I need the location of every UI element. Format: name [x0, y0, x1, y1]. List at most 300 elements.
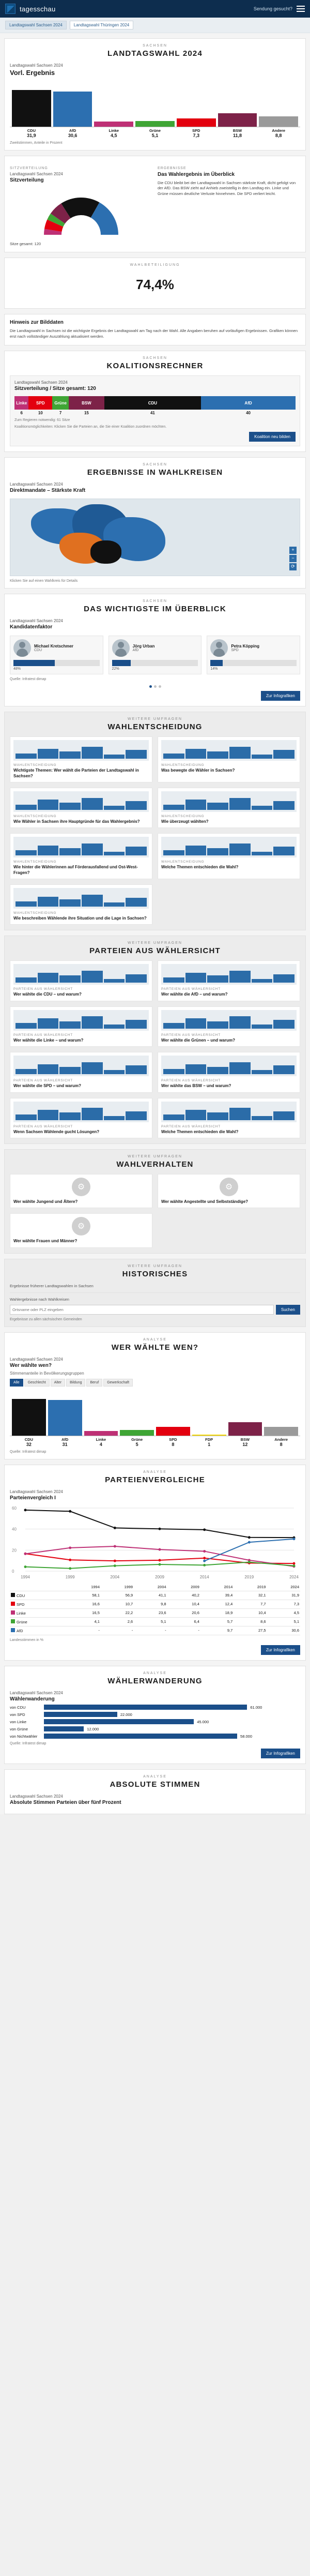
section-hinweis — [4, 314, 306, 345]
card-kicker: WAHLENTSCHEIDUNG — [161, 860, 205, 864]
card-title[interactable]: Wie Wähler in Sachsen ihre Hauptgründe für das Wahlergebnis? — [13, 819, 140, 824]
table-cell: 58,1 — [68, 1591, 101, 1600]
table-cell: 39,4 — [200, 1591, 234, 1600]
card-thumb — [161, 740, 297, 761]
wanderung-label: von SPD — [10, 1712, 25, 1717]
map-region-dresden[interactable] — [90, 540, 121, 564]
gemeinde-search-button[interactable]: Suchen — [276, 1305, 300, 1315]
article-card[interactable] — [158, 1174, 300, 1208]
ueberblick-source: Quelle: Infratest dimap — [10, 677, 47, 682]
wanderung-chart-head: Landtagswahl Sachsen 2024 — [10, 1690, 63, 1695]
wanderung-chart-title: Wählerwanderung — [10, 1696, 55, 1702]
table-cell: 5,1 — [267, 1617, 300, 1626]
section-historisches — [4, 1259, 306, 1327]
card-kicker: PARTEIEN AUS WÄHLERSICHT — [161, 1033, 221, 1037]
wanderung-value: 12.000 — [87, 1726, 99, 1731]
wanderung-label: von Nichtwähler — [10, 1734, 38, 1739]
werwaehlte-kicker: ANALYSE — [143, 1337, 167, 1342]
card-title[interactable]: Wer wählte die CDU – und warum? — [13, 992, 82, 997]
svg-text:2019: 2019 — [244, 1574, 254, 1579]
gear-icon: ⚙ — [220, 1178, 238, 1196]
map-controls[interactable] — [289, 547, 297, 570]
vergleiche-table — [10, 1583, 300, 1635]
card-title[interactable]: Welche Themen entschieden die Wahl? — [161, 865, 239, 870]
card-title[interactable]: Wer wählte das BSW – und warum? — [161, 1083, 231, 1089]
table-cell: - — [167, 1626, 200, 1635]
candidate-card — [207, 636, 300, 674]
werwaehlte-bar-chart — [10, 1390, 300, 1436]
article-card[interactable] — [10, 833, 152, 879]
candidate-value: 14% — [210, 667, 218, 671]
parteien-title: PARTEIEN AUS WÄHLERSICHT — [89, 946, 221, 956]
wanderung-value: 45.000 — [197, 1719, 209, 1724]
wanderung-infografik-button[interactable]: Zur Infografiken — [261, 1749, 300, 1758]
section-werwaehlte — [4, 1332, 306, 1460]
koal-seats-bsw: 15 — [84, 411, 89, 416]
tab-bildung[interactable]: Bildung — [66, 1379, 85, 1387]
breadcrumb-item-sachsen[interactable]: Landtagswahl Sachsen 2024 — [5, 21, 67, 29]
bar-label-grüne: Grüne 5,1 — [149, 128, 161, 138]
vergleiche-chart-title: Parteienvergleich I — [10, 1495, 56, 1501]
wer-bar-cdu — [12, 1390, 46, 1436]
historisches-line-1[interactable]: Wahlergebnisse nach Wahlkreisen — [10, 1297, 69, 1302]
table-cell: - — [68, 1626, 101, 1635]
candidate-card — [10, 636, 103, 674]
card-title[interactable]: Wer wählte Jungend und Ältere? — [13, 1199, 78, 1204]
wer-bar-andere — [264, 1390, 298, 1436]
wer-bar-label-andere: Andere 8 — [274, 1437, 288, 1448]
article-card[interactable] — [158, 1052, 300, 1092]
turnout-value: 74,4% — [136, 277, 174, 293]
result-chart-title: Vorl. Ergebnis — [10, 69, 55, 77]
table-header-cell — [10, 1583, 68, 1591]
wer-bar-fdp — [192, 1390, 226, 1436]
candidate-name: Petra Köpping — [231, 643, 260, 649]
koal-seats-cdu: 41 — [150, 411, 155, 416]
wanderung-row — [10, 1705, 300, 1710]
absolut-title: ABSOLUTE STIMMEN — [110, 1780, 200, 1789]
bar-bsw — [218, 81, 257, 127]
wer-bar-label-cdu: CDU 32 — [24, 1437, 33, 1448]
ueberblick-title: DAS WICHTIGSTE IM ÜBERBLICK — [84, 604, 226, 613]
ueberblick-infografik-button[interactable]: Zur Infografiken — [261, 691, 300, 701]
werwaehlte-bar-axis — [10, 1436, 300, 1447]
vergleiche-chart-head: Landtagswahl Sachsen 2024 — [10, 1489, 63, 1495]
section-wahlverhalten — [4, 1149, 306, 1254]
table-cell: 10,4 — [167, 1600, 200, 1608]
wer-bar-label-grüne: Grüne 5 — [131, 1437, 143, 1448]
historisches-line-0[interactable]: Ergebnisse früherer Landtagswahlen in Sachsen — [10, 1283, 94, 1288]
absolut-kicker: ANALYSE — [143, 1775, 167, 1779]
wahlverhalten-title: WAHLVERHALTEN — [116, 1160, 194, 1169]
candidate-bar-track — [112, 660, 198, 666]
breadcrumb-item-thueringen[interactable]: Landtagswahl Thüringen 2024 — [70, 21, 134, 29]
koal-seg-linke[interactable]: Linke — [14, 396, 28, 410]
tagesschau-logo-icon[interactable] — [5, 4, 16, 14]
wanderung-bar — [44, 1719, 194, 1724]
parteien-kicker: WEITERE UMFRAGEN — [128, 941, 182, 945]
koalition-kicker: SACHSEN — [143, 356, 167, 360]
koal-seg-bsw[interactable]: BSW — [69, 396, 104, 410]
article-card[interactable] — [158, 1098, 300, 1138]
article-card[interactable] — [158, 833, 300, 879]
article-card[interactable] — [10, 1052, 152, 1092]
article-card[interactable] — [10, 960, 152, 1001]
koalition-chart-head: Landtagswahl Sachsen 2024 — [14, 380, 68, 385]
candidate-party: SPD — [231, 649, 239, 653]
vergleiche-ylabel: Landesstimmen in % — [10, 1638, 43, 1642]
tab-alter[interactable]: Alter — [51, 1379, 65, 1387]
svg-text:0: 0 — [12, 1569, 14, 1574]
historisches-kicker: WEITERE UMFRAGEN — [128, 1264, 182, 1268]
bar-grüne — [135, 81, 175, 127]
koal-seg-cdu[interactable]: CDU — [104, 396, 201, 410]
bar-label-afd: AfD 30,6 — [68, 128, 78, 138]
wanderung-value: 61.000 — [250, 1705, 262, 1710]
svg-text:60: 60 — [12, 1505, 17, 1511]
card-kicker: WAHLENTSCHEIDUNG — [161, 814, 205, 818]
wer-bar-bsw — [228, 1390, 262, 1436]
card-title[interactable]: Wer wählte die Linke – und warum? — [13, 1037, 84, 1043]
article-card[interactable] — [158, 1006, 300, 1047]
koal-seg-spd[interactable]: SPD — [28, 396, 52, 410]
article-card[interactable] — [10, 788, 152, 828]
absolut-chart-head: Landtagswahl Sachsen 2024 — [10, 1794, 63, 1799]
candidate-value: 48% — [13, 667, 21, 671]
bar-label-andere: Andere 8,8 — [272, 128, 286, 138]
candidate-name: Jörg Urban — [132, 643, 155, 649]
svg-text:2009: 2009 — [155, 1574, 164, 1579]
seats-chart-col — [10, 167, 152, 247]
table-cell: 18,9 — [200, 1608, 234, 1617]
historisches-title: HISTORISCHES — [122, 1269, 188, 1278]
card-thumb — [13, 1102, 149, 1122]
wanderung-bar — [44, 1705, 247, 1710]
table-cell: 7,3 — [267, 1600, 300, 1608]
gear-icon: ⚙ — [72, 1217, 90, 1236]
table-cell: 22,2 — [101, 1608, 134, 1617]
wahlkreise-title: ERGEBNISSE IN WAHLKREISEN — [87, 468, 223, 477]
werwaehlte-chart-title: Wer wählte wen? — [10, 1362, 52, 1368]
koal-seats-grüne: 7 — [59, 411, 62, 416]
svg-text:40: 40 — [12, 1527, 17, 1532]
table-cell: 4,5 — [267, 1608, 300, 1617]
table-cell: 8,6 — [234, 1617, 267, 1626]
card-thumb — [161, 1056, 297, 1076]
bar-andere — [259, 81, 298, 127]
card-thumb — [161, 837, 297, 857]
table-cell: 2,6 — [101, 1617, 134, 1626]
card-title[interactable]: Was bewegte die Wähler in Sachsen? — [161, 768, 235, 773]
table-cell: 12,4 — [200, 1600, 234, 1608]
avatar — [13, 639, 31, 657]
seats-donut — [10, 186, 152, 242]
table-cell: - — [101, 1626, 134, 1635]
tab-geschlecht[interactable]: Geschlecht — [24, 1379, 50, 1387]
section-koalition — [4, 351, 306, 453]
table-cell: - — [134, 1626, 167, 1635]
wer-bar-grüne — [120, 1390, 154, 1436]
tab-alle[interactable]: Alle — [10, 1379, 23, 1387]
bar-cdu — [12, 81, 51, 127]
overview-card-col[interactable] — [158, 167, 300, 247]
wahlentscheidung-cards — [10, 736, 300, 925]
article-card[interactable] — [158, 736, 300, 782]
article-card[interactable] — [10, 1006, 152, 1047]
wahlkreise-map[interactable] — [10, 499, 300, 576]
bar-afd — [53, 81, 92, 127]
table-header-cell: 2019 — [234, 1583, 267, 1591]
top-bar — [0, 0, 310, 18]
section-vergleiche — [4, 1465, 306, 1661]
werwaehlte-tabs[interactable] — [10, 1379, 300, 1387]
wahlverhalten-cards — [10, 1174, 300, 1248]
bar-label-spd: SPD 7,3 — [192, 128, 200, 138]
turnout-kicker: WAHLBETEILIGUNG — [130, 263, 180, 267]
article-card[interactable] — [158, 960, 300, 1001]
tab-beruf[interactable]: Beruf — [86, 1379, 102, 1387]
table-cell-party: AfD — [10, 1626, 68, 1635]
table-cell: 16,5 — [68, 1608, 101, 1617]
wanderung-value: 58.000 — [240, 1734, 252, 1739]
koal-seg-grüne[interactable]: Grüne — [52, 396, 69, 410]
seats-kicker: SITZVERTEILUNG — [10, 167, 48, 170]
table-cell: 56,9 — [101, 1591, 134, 1600]
card-title[interactable]: Wer wählte Angestellte und Selbstständige? — [161, 1199, 249, 1204]
card-title[interactable]: Wie hinter die Wählerinnen auf Förderausfallend und Ost-West-Fragen? — [13, 865, 138, 875]
wanderung-bar — [44, 1712, 117, 1717]
card-kicker: PARTEIEN AUS WÄHLERSICHT — [13, 1079, 73, 1083]
wanderung-row — [10, 1726, 300, 1731]
wanderung-row — [10, 1734, 300, 1739]
wer-bar-label-linke: Linke 4 — [96, 1437, 106, 1448]
bar-label-bsw: BSW 11,8 — [233, 128, 242, 138]
article-card[interactable] — [10, 884, 152, 925]
map-zoom-in-button[interactable]: + — [289, 547, 297, 554]
card-kicker: PARTEIEN AUS WÄHLERSICHT — [13, 1033, 73, 1037]
card-kicker: WAHLENTSCHEIDUNG — [13, 814, 57, 818]
wanderung-label: von Linke — [10, 1719, 27, 1724]
table-cell: 6,4 — [167, 1617, 200, 1626]
bar-spd — [177, 81, 216, 127]
section-parteien — [4, 936, 306, 1144]
koalition-seat-bar[interactable] — [14, 396, 296, 410]
wanderung-note: Quelle: Infratest dimap — [10, 1742, 47, 1746]
wer-bar-afd — [48, 1390, 82, 1436]
gemeinde-search[interactable] — [10, 1305, 300, 1315]
card-title[interactable]: Wie beschreiben Wählende ihre Situation und die Lage in Sachsen? — [13, 916, 147, 921]
vergleiche-line-chart — [10, 1504, 299, 1581]
table-cell-party: Linke — [10, 1608, 68, 1617]
brand-label: tagesschau — [20, 5, 56, 13]
candidate-name: Michael Kretschmer — [34, 643, 74, 649]
section-turnout — [4, 258, 306, 309]
table-row — [10, 1626, 300, 1635]
wanderung-value: 22.000 — [120, 1712, 132, 1717]
section-result — [4, 38, 306, 150]
card-thumb — [13, 791, 149, 812]
svg-text:1994: 1994 — [21, 1574, 30, 1579]
candidate-value: 22% — [112, 667, 119, 671]
parteien-cards — [10, 960, 300, 1138]
table-header-cell: 2009 — [167, 1583, 200, 1591]
svg-text:2024: 2024 — [289, 1574, 299, 1579]
wanderung-row — [10, 1719, 300, 1724]
table-cell: 10,4 — [234, 1608, 267, 1617]
table-cell-party: CDU — [10, 1591, 68, 1600]
card-kicker: PARTEIEN AUS WÄHLERSICHT — [13, 987, 73, 991]
wanderung-rows — [10, 1705, 300, 1739]
wahlentscheidung-kicker: WEITERE UMFRAGEN — [128, 717, 182, 721]
table-cell: 20,6 — [167, 1608, 200, 1617]
koalition-majority-label: Zum Regieren notwendig: 61 Sitze — [14, 418, 70, 423]
wer-bar-spd — [156, 1390, 190, 1436]
card-thumb — [13, 1010, 149, 1031]
koalition-reset-button[interactable]: Koalition neu bilden — [249, 432, 296, 442]
table-cell: 5,7 — [200, 1617, 234, 1626]
bar-label-linke: Linke 4,5 — [109, 128, 119, 138]
wer-bar-label-fdp: FDP 1 — [205, 1437, 213, 1448]
card-title[interactable]: Wer wählte Frauen und Männer? — [13, 1239, 78, 1244]
line-series-cdu — [25, 1510, 294, 1538]
overview-body: Die CDU bleibt bei der Landtagswahl in Sachsen stärkste Kraft, dicht gefolgt von der AfD. Das BSW zieht auf Anhieb zweistellig in den Landtag ein. Linke und Grüne müssen deutliche Verluste hinnehmen. Die SPD verliert leicht. — [158, 180, 296, 197]
carousel-dots[interactable] — [10, 685, 300, 688]
result-kicker: SACHSEN — [143, 44, 167, 48]
ueberblick-kicker: SACHSEN — [143, 599, 167, 603]
article-card[interactable] — [10, 1213, 152, 1247]
table-header-cell: 2004 — [134, 1583, 167, 1591]
historisches-note: Ergebnisse zu allen sächsischen Gemeinden — [10, 1317, 82, 1321]
table-cell: 7,7 — [234, 1600, 267, 1608]
koalition-footnote: Koalitionsmöglichkeiten: Klicken Sie die Parteien an, die Sie einer Koalition zuordnen möchten. — [14, 425, 167, 429]
candidate-cards — [10, 636, 300, 674]
wahlkreise-chart-head: Landtagswahl Sachsen 2024 — [10, 482, 63, 487]
vergleiche-title: PARTEIENVERGLEICHE — [105, 1475, 205, 1485]
article-card[interactable] — [158, 788, 300, 828]
section-wanderung — [4, 1666, 306, 1765]
candidate-bar-track — [13, 660, 100, 666]
hinweis-title: Hinweis zur Bilddaten — [10, 320, 64, 326]
section-wahlentscheidung — [4, 712, 306, 930]
card-kicker: WAHLENTSCHEIDUNG — [13, 763, 57, 767]
ueberblick-chart-head: Landtagswahl Sachsen 2024 — [10, 618, 63, 623]
section-ueberblick — [4, 594, 306, 707]
vergleiche-infografik-button[interactable]: Zur Infografiken — [261, 1645, 300, 1655]
seats-donut-svg — [37, 189, 125, 238]
card-thumb — [161, 1102, 297, 1122]
wahlentscheidung-title: WAHLENTSCHEIDUNG — [107, 722, 203, 732]
overview-title[interactable]: Das Wahlergebnis im Überblick — [158, 172, 235, 177]
sendung-search-label[interactable]: Sendung gesucht? — [253, 6, 292, 11]
wanderung-label: von Grüne — [10, 1726, 28, 1731]
candidate-bar-fill — [13, 660, 55, 666]
table-cell: 40,2 — [167, 1591, 200, 1600]
table-row — [10, 1617, 300, 1626]
card-title[interactable]: Wenn Sachsen Wählende gucht Lösungen? — [13, 1129, 100, 1134]
wanderung-row — [10, 1712, 300, 1717]
table-header-cell: 2024 — [267, 1583, 300, 1591]
wahlkreise-hint: Klicken Sie auf einen Wahlkreis für Details — [10, 579, 78, 583]
koal-seg-afd[interactable]: AfD — [201, 396, 296, 410]
result-footnote: Zweitstimmen, Anteile in Prozent — [10, 141, 63, 145]
map-reset-button[interactable]: ⟳ — [289, 563, 297, 570]
table-cell: 41,1 — [134, 1591, 167, 1600]
table-row — [10, 1591, 300, 1600]
bar-label-cdu: CDU 31,9 — [27, 128, 36, 138]
table-cell: 4,1 — [68, 1617, 101, 1626]
card-thumb — [13, 837, 149, 857]
card-title[interactable]: Welche Themen entschieden die Wahl? — [161, 1129, 239, 1134]
overview-kicker: ERGEBNISSE — [158, 167, 187, 170]
avatar — [112, 639, 130, 657]
article-card[interactable] — [10, 736, 152, 782]
wer-bar-label-afd: AfD 31 — [61, 1437, 69, 1448]
wer-bar-linke — [84, 1390, 118, 1436]
card-thumb — [13, 964, 149, 985]
wahlverhalten-kicker: WEITERE UMFRAGEN — [128, 1155, 182, 1159]
candidate-card — [109, 636, 202, 674]
result-bar-chart — [10, 81, 300, 127]
card-thumb — [13, 740, 149, 761]
table-cell: 31,9 — [267, 1591, 300, 1600]
wanderung-label: von CDU — [10, 1705, 26, 1710]
hamburger-icon[interactable] — [297, 4, 305, 13]
werwaehlte-chart-sub: Stimmenanteile in Bevölkerungsgruppen — [10, 1371, 84, 1376]
tab-gewerkschaft[interactable]: Gewerkschaft — [103, 1379, 133, 1387]
table-header-cell: 1994 — [68, 1583, 101, 1591]
card-kicker: WAHLENTSCHEIDUNG — [13, 911, 57, 915]
candidate-party: AfD — [132, 649, 139, 653]
card-kicker: PARTEIEN AUS WÄHLERSICHT — [161, 1079, 221, 1083]
seats-chart-head: Landtagswahl Sachsen 2024 — [10, 172, 63, 176]
article-card[interactable] — [10, 1174, 152, 1208]
seats-total-label: Sitze gesamt: 120 — [10, 241, 41, 246]
table-cell: 16,6 — [68, 1600, 101, 1608]
result-title: LANDTAGSWAHL 2024 — [107, 49, 203, 58]
vergleiche-kicker: ANALYSE — [143, 1470, 167, 1474]
gemeinde-search-input[interactable] — [10, 1305, 274, 1315]
seats-chart-title: Sitzverteilung — [10, 177, 44, 183]
card-title[interactable]: Wer wählte die SPD – und warum? — [13, 1083, 81, 1089]
svg-text:2004: 2004 — [110, 1574, 120, 1579]
card-title[interactable]: Wer wählte die Grünen – und warum? — [161, 1037, 235, 1043]
candidate-party: CDU — [34, 649, 42, 653]
card-title[interactable]: Wer wählte die AfD – und warum? — [161, 992, 228, 997]
card-title[interactable]: Wie überzeugt wählten? — [161, 819, 209, 824]
table-cell: 9,8 — [134, 1600, 167, 1608]
table-row — [10, 1600, 300, 1608]
map-zoom-out-button[interactable]: − — [289, 555, 297, 562]
table-row — [10, 1608, 300, 1617]
candidate-bar-track — [210, 660, 297, 666]
bar-linke — [94, 81, 133, 127]
table-cell-party: SPD — [10, 1600, 68, 1608]
table-cell: 10,7 — [101, 1600, 134, 1608]
koal-seats-afd: 40 — [246, 411, 251, 416]
wanderung-kicker: ANALYSE — [143, 1671, 167, 1675]
candidate-bar-fill — [210, 660, 222, 666]
werwaehlte-chart-head: Landtagswahl Sachsen 2024 — [10, 1357, 63, 1362]
table-header-cell: 1999 — [101, 1583, 134, 1591]
section-wahlkreise — [4, 457, 306, 589]
card-kicker: WAHLENTSCHEIDUNG — [13, 860, 57, 864]
table-cell: 23,6 — [134, 1608, 167, 1617]
card-title[interactable]: Wichtigste Themen: Wer wählt die Parteien der Landtagswahl in Sachsen? — [13, 768, 139, 778]
article-card[interactable] — [10, 1098, 152, 1138]
result-bar-axis — [10, 127, 300, 138]
table-cell: 27,5 — [234, 1626, 267, 1635]
card-kicker: PARTEIEN AUS WÄHLERSICHT — [161, 1124, 221, 1128]
